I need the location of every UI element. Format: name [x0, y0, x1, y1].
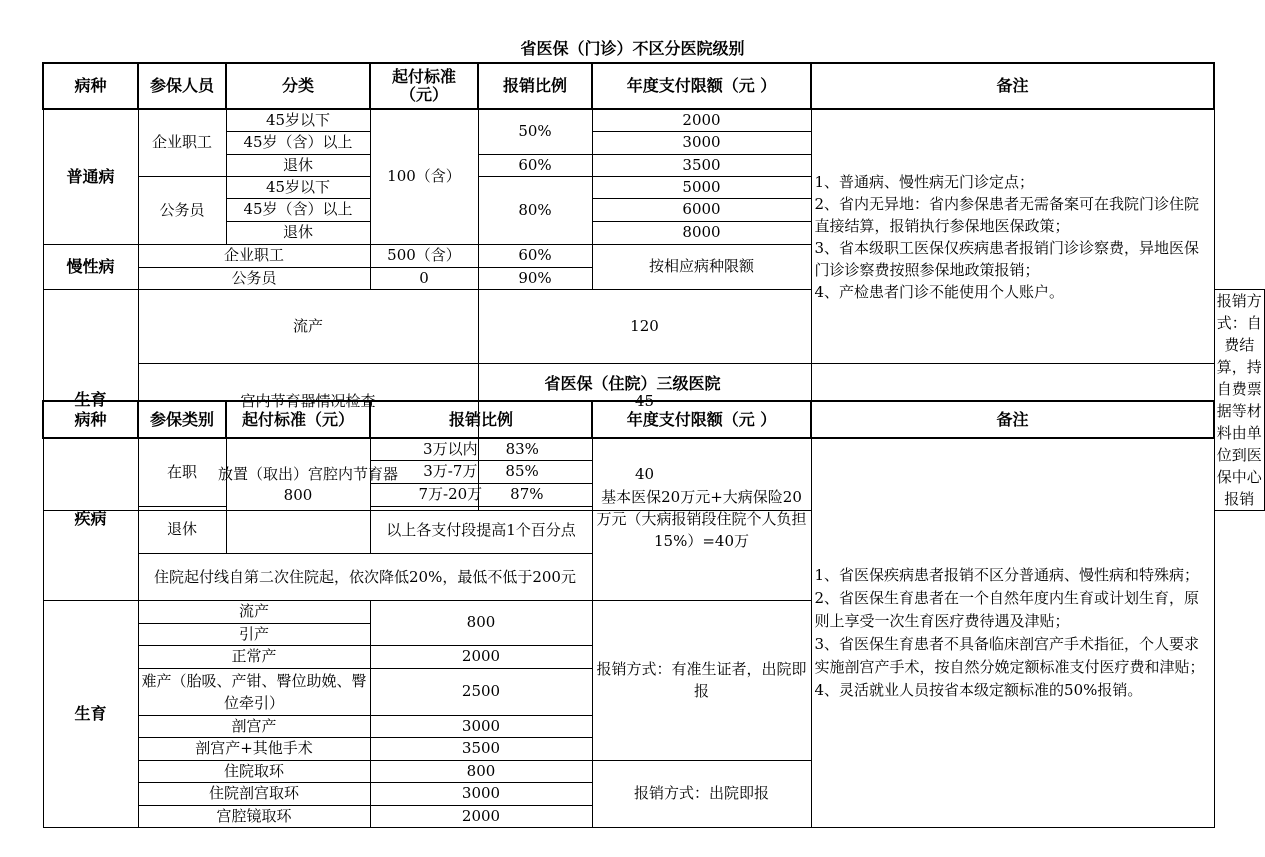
header-remarks: 备注	[811, 63, 1214, 109]
maternity-item: 宫腔镜取环	[138, 805, 370, 827]
limit-illness: 基本医保20万元+大病保险20万元（大病报销段住院个人负担15%）=40万	[592, 438, 811, 600]
cat-45-and-above: 45岁（含）以上	[226, 131, 370, 154]
disease-maternity: 生育	[43, 289, 138, 510]
maternity-item: 宫内节育器情况检查	[138, 364, 478, 439]
maternity-item: 流产	[138, 289, 478, 364]
ratio-50: 50%	[478, 109, 592, 154]
disease-chronic: 慢性病	[43, 244, 138, 289]
limit-cell: 8000	[592, 221, 811, 244]
maternity-item: 住院剖宫取环	[138, 782, 370, 805]
maternity-method: 报销方式：自费结算，持自费票据等材料由单位到医保中心报销	[1214, 289, 1265, 510]
cat-under45: 45岁以下	[226, 109, 370, 131]
limit-cell: 5000	[592, 176, 811, 198]
limit-cell: 2000	[592, 109, 811, 131]
maternity-amount: 3000	[370, 782, 592, 805]
insured-employed: 在职	[138, 438, 226, 506]
header-deductible: 起付标准（元）	[226, 401, 370, 438]
cat-retired: 退休	[226, 221, 370, 244]
header-disease: 病种	[43, 401, 138, 438]
disease-maternity: 生育	[43, 600, 138, 827]
limit-chronic: 按相应病种限额	[592, 244, 811, 289]
maternity-method-birth: 报销方式：有准生证者，出院即报	[592, 600, 811, 760]
maternity-item: 放置（取出）宫腔内节育器	[138, 439, 478, 511]
header-insured: 参保人员	[138, 63, 226, 109]
header-ratio: 报销比例	[370, 401, 592, 438]
cat-under45: 45岁以下	[226, 176, 370, 198]
header-insured-type: 参保类别	[138, 401, 226, 438]
inpatient-table	[42, 400, 1215, 828]
insured-enterprise: 企业职工	[138, 244, 370, 267]
insured-civil-servant: 公务员	[138, 267, 370, 289]
maternity-amount: 800	[370, 760, 592, 782]
ratio-80: 80%	[478, 176, 592, 244]
header-annual-limit: 年度支付限额（元 ）	[592, 401, 811, 438]
deductible-common: 100（含）	[370, 109, 478, 244]
maternity-amount: 800	[370, 600, 592, 645]
deductible-chronic-civil: 0	[370, 267, 478, 289]
header-deductible: 起付标准 （元）	[370, 63, 478, 109]
maternity-item: 住院取环	[138, 760, 370, 782]
payment-band: 7万-20万 87%	[370, 483, 592, 506]
ratio-chronic-civil: 90%	[478, 267, 592, 289]
header-ratio: 报销比例	[478, 63, 592, 109]
table1-title: 省医保（门诊）不区分医院级别	[520, 39, 745, 58]
payment-band: 3万-7万 85%	[370, 460, 592, 483]
maternity-amount: 3500	[370, 737, 592, 760]
cat-45-and-above: 45岁（含）以上	[226, 198, 370, 221]
maternity-item: 流产	[138, 600, 370, 623]
limit-cell: 6000	[592, 198, 811, 221]
payment-band: 3万以内 83%	[370, 438, 592, 460]
insured-retired: 退休	[138, 506, 226, 553]
maternity-amount: 2000	[370, 805, 592, 827]
remarks-inpatient: 1、省医保疾病患者报销不区分普通病、慢性病和特殊病； 2、省医保生育患者在一个自然年度内生育或计划生育，原则上享受一次生育医疗费待遇及津贴； 3、省医保生育患者不具备临床剖宫产手术指征，个人要求实施剖宫产手术，按自然分娩定额标准支付医疗费和津贴； 4、灵活就业人员按省本级定额标准的50%报销。	[811, 438, 1214, 827]
ratio-chronic-enterprise: 60%	[478, 244, 592, 267]
deductible-chronic-enterprise: 500（含）	[370, 244, 478, 267]
retired-band-note: 以上各支付段提高1个百分点	[370, 506, 592, 553]
maternity-item: 难产（胎吸、产钳、臀位助娩、臀位牵引）	[138, 668, 370, 715]
header-disease: 病种	[43, 63, 138, 109]
header-category: 分类	[226, 63, 370, 109]
cat-retired: 退休	[226, 154, 370, 176]
limit-cell: 3000	[592, 131, 811, 154]
deductible-illness: 800	[226, 438, 370, 553]
maternity-amount: 3000	[370, 715, 592, 737]
maternity-amount: 120	[478, 289, 811, 364]
deductible-decline-note: 住院起付线自第二次住院起，依次降低20%，最低不低于200元	[138, 553, 592, 600]
table2-title: 省医保（住院）三级医院	[544, 374, 721, 393]
ratio-60: 60%	[478, 154, 592, 176]
maternity-amount: 40	[478, 439, 811, 511]
maternity-method-discharge: 报销方式：出院即报	[592, 760, 811, 827]
disease-illness: 疾病	[43, 438, 138, 600]
maternity-amount: 45	[478, 364, 811, 439]
header-annual-limit: 年度支付限额（元 ）	[592, 63, 811, 109]
maternity-item: 剖宫产+其他手术	[138, 737, 370, 760]
maternity-item: 剖宫产	[138, 715, 370, 737]
insured-enterprise: 企业职工	[138, 109, 226, 176]
insured-civil-servant: 公务员	[138, 176, 226, 244]
maternity-item: 引产	[138, 623, 370, 645]
remarks-outpatient: 1、普通病、慢性病无门诊定点； 2、省内无异地：省内参保患者无需备案可在我院门诊住院直接结算，报销执行参保地医保政策； 3、省本级职工医保仅疾病患者报销门诊诊察费，异地医保门诊诊察费按照参保地政策报销； 4、产检患者门诊不能使用个人账户。	[811, 109, 1214, 364]
header-remarks: 备注	[811, 401, 1214, 438]
maternity-amount: 2000	[370, 645, 592, 668]
maternity-amount: 2500	[370, 668, 592, 715]
disease-common: 普通病	[43, 109, 138, 244]
limit-cell: 3500	[592, 154, 811, 176]
maternity-item: 正常产	[138, 645, 370, 668]
